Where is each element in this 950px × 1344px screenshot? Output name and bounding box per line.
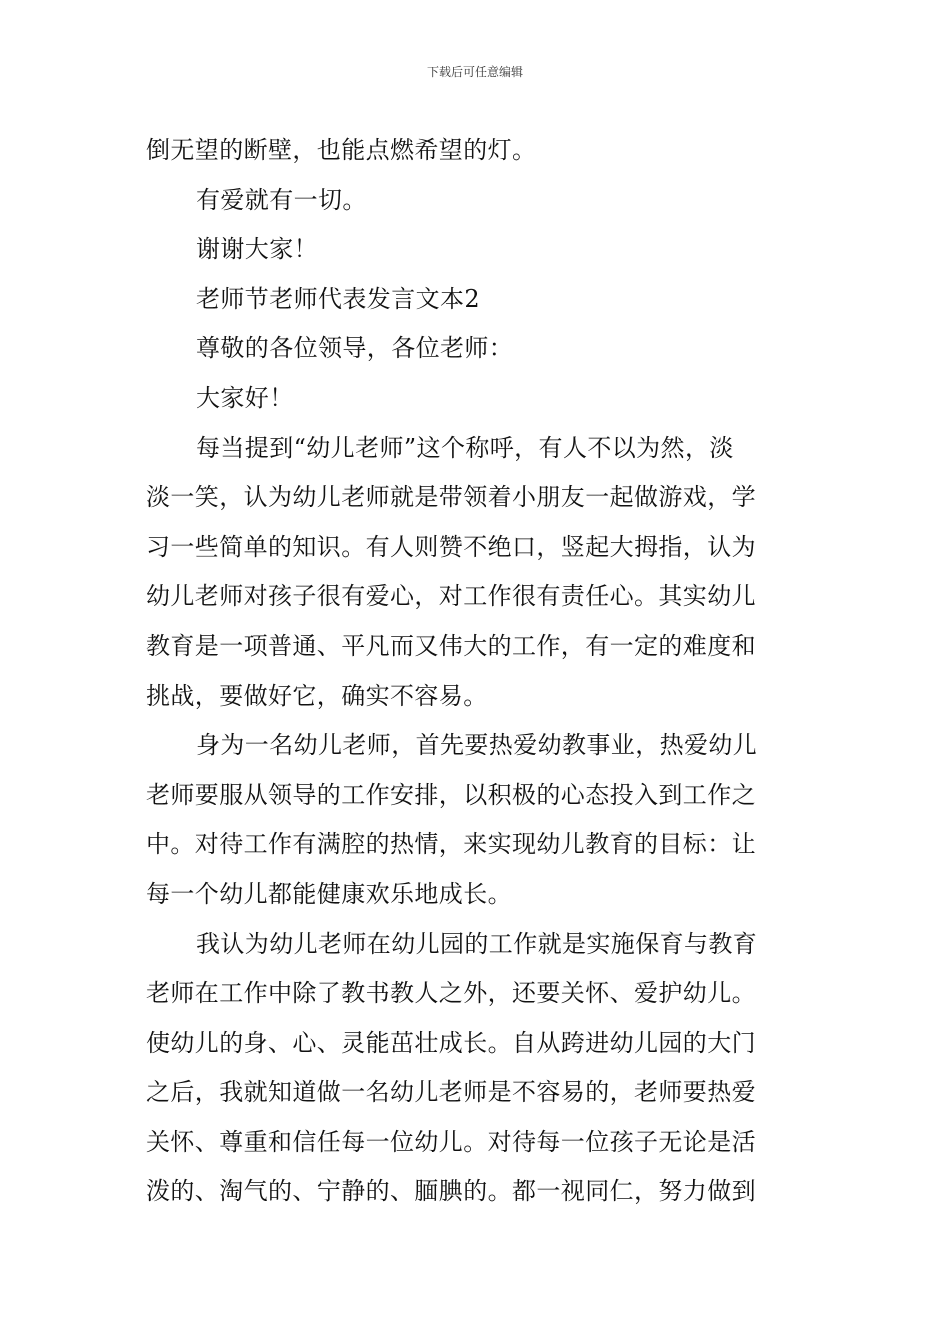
text-line: 倒无望的断壁，也能点燃希望的灯。 xyxy=(146,136,537,164)
paragraph-line: 每一个幼儿都能健康欢乐地成长。 xyxy=(146,879,512,908)
greeting: 大家好！ xyxy=(196,383,294,412)
paragraph-line: 身为一名幼儿老师，首先要热爱幼教事业，热爱幼儿 xyxy=(196,731,758,760)
paragraph-line: 使幼儿的身、心、灵能茁壮成长。自从跨进幼儿园的大门 xyxy=(146,1028,756,1057)
text-line: 有爱就有一切。 xyxy=(196,185,367,214)
section-title: 老师节老师代表发言文本2 xyxy=(196,284,481,313)
paragraph-line: 中。对待工作有满腔的热情，来实现幼儿教育的目标：让 xyxy=(146,830,756,859)
salutation: 尊敬的各位领导，各位老师： xyxy=(196,334,514,363)
paragraph-line: 老师在工作中除了教书教人之外，还要关怀、爱护幼儿。 xyxy=(146,979,756,1008)
paragraph-line: 淡一笑，认为幼儿老师就是带领着小朋友一起做游戏，学 xyxy=(146,483,756,512)
text-line: 谢谢大家！ xyxy=(196,235,318,264)
paragraph-line: 幼儿老师对孩子很有爱心，对工作很有责任心。其实幼儿 xyxy=(146,582,756,611)
paragraph-line: 习一些简单的知识。有人则赞不绝口，竖起大拇指，认为 xyxy=(146,532,756,561)
paragraph-line: 泼的、淘气的、宁静的、腼腆的。都一视同仁，努力做到 xyxy=(146,1177,756,1206)
paragraph-line: 教育是一项普通、平凡而又伟大的工作，有一定的难度和 xyxy=(146,631,756,660)
document-body xyxy=(146,126,806,1217)
page-header-note: 下载后可任意编辑 xyxy=(426,65,523,79)
paragraph-line: 每当提到“幼儿老师”这个称呼，有人不以为然，淡 xyxy=(196,433,734,462)
paragraph-line: 老师要服从领导的工作安排，以积极的心态投入到工作之 xyxy=(146,780,756,809)
paragraph-line: 挑战，要做好它，确实不容易。 xyxy=(146,681,488,710)
paragraph-line: 我认为幼儿老师在幼儿园的工作就是实施保育与教育 xyxy=(196,929,758,958)
paragraph-line: 关怀、尊重和信任每一位幼儿。对待每一位孩子无论是活 xyxy=(146,1127,756,1156)
paragraph-line: 之后，我就知道做一名幼儿老师是不容易的，老师要热爱 xyxy=(146,1078,756,1107)
